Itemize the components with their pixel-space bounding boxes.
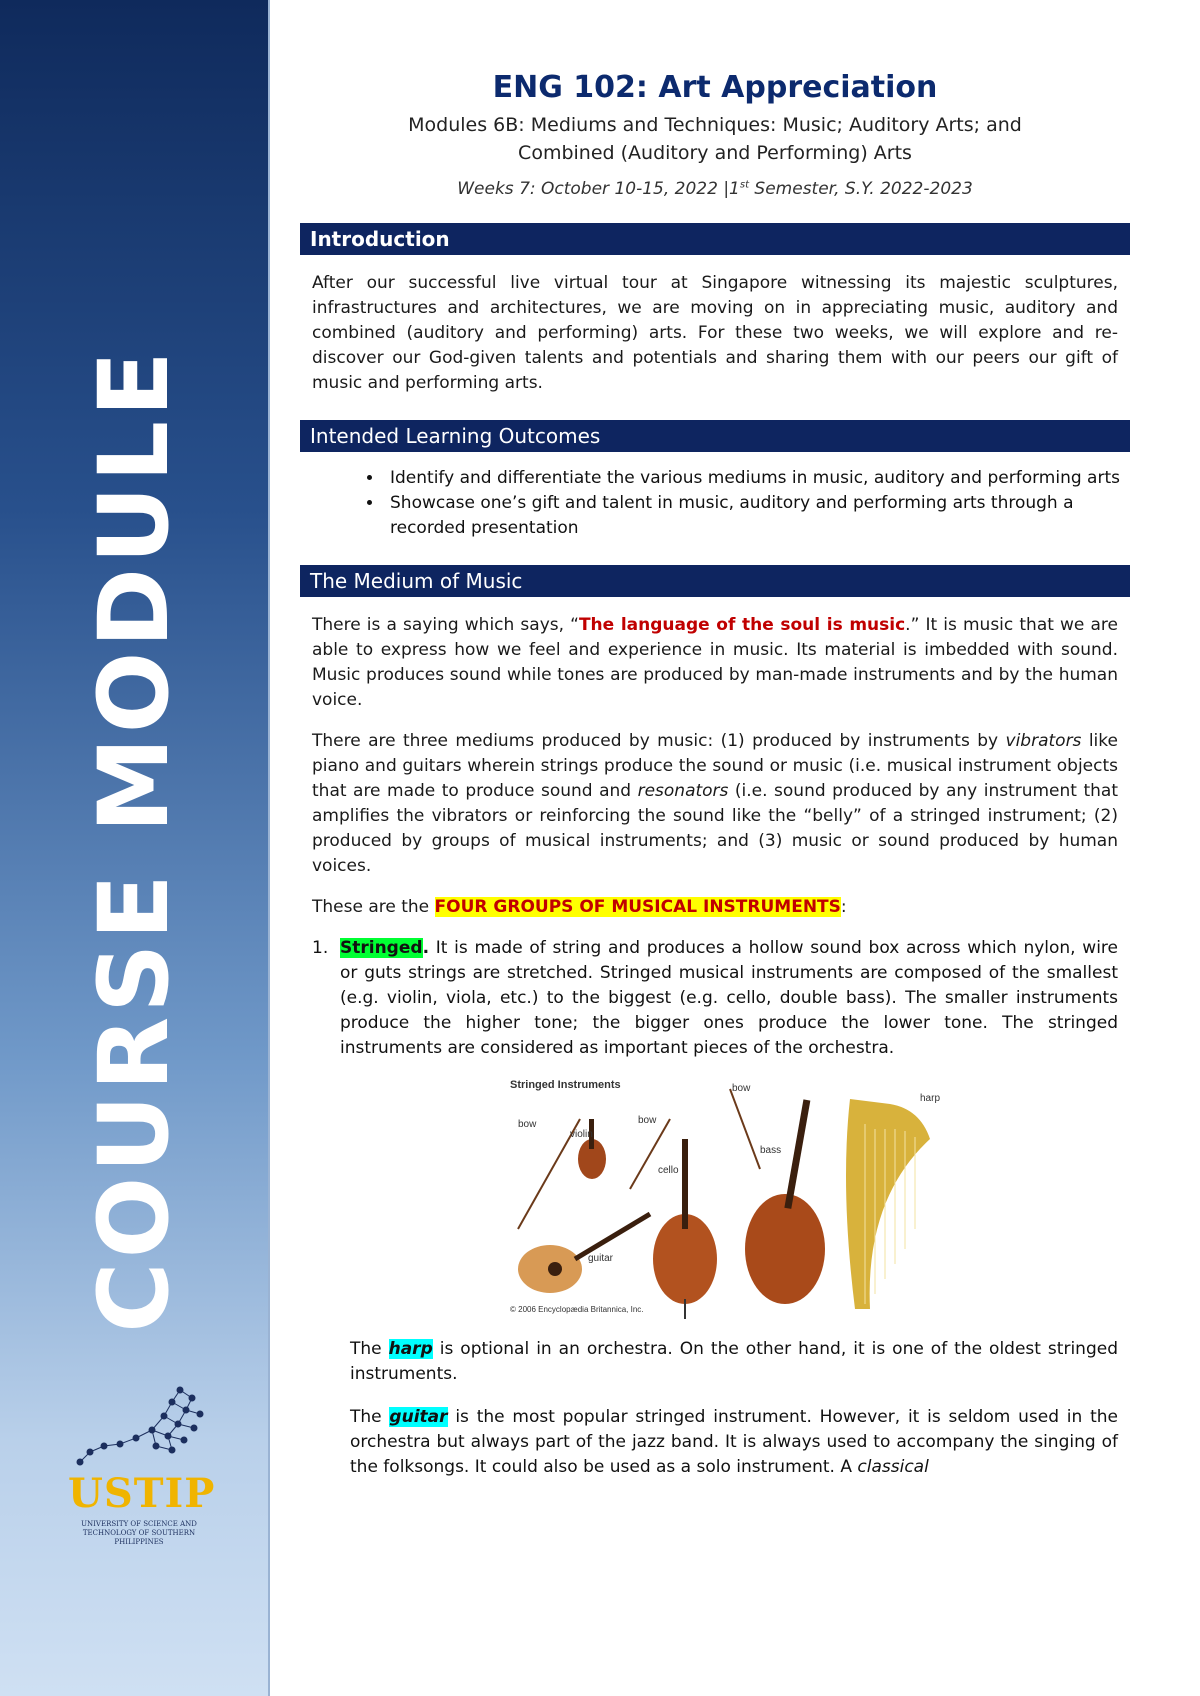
figure-label-bass: bass bbox=[760, 1145, 782, 1156]
harp-highlight: harp bbox=[388, 1339, 433, 1359]
figure-label-bow: bow bbox=[732, 1083, 751, 1094]
figure-label-bow: bow bbox=[518, 1119, 537, 1130]
music-paragraph-1 bbox=[312, 613, 1118, 713]
text-run: There are three mediums produced by music: (1) produced by instruments by bbox=[312, 731, 1006, 751]
harp-shape bbox=[846, 1099, 930, 1309]
text-run: (i.e. sound produced by any instrument that amplifies the vibrators or reinforcing the sound like the “belly” of a stringed instrument; (2) produced by groups of musical instruments; and (3) music or sound produced by human voices. bbox=[312, 781, 1118, 876]
figure-credit: © 2006 Encyclopædia Britannica, Inc. bbox=[510, 1305, 644, 1314]
main-content bbox=[300, 70, 1130, 1480]
weeks-text: Weeks 7: October 10-15, 2022 |1 bbox=[457, 179, 740, 199]
text-run: .” It is music that we are able to express how we feel and experience in music. Its material is imbedded with sound. Music produces sound while tones are produced by man-made instruments and by the human voice. bbox=[312, 615, 1118, 710]
section-outcomes-heading: Intended Learning Outcomes bbox=[300, 420, 1130, 452]
list-body bbox=[340, 936, 1118, 1061]
logo-subtitle: UNIVERSITY OF SCIENCE AND TECHNOLOGY OF SOUTHERN PHILIPPINES bbox=[81, 1520, 197, 1546]
sidebar-panel bbox=[0, 0, 270, 1696]
figure-label-cello: cello bbox=[658, 1165, 679, 1176]
figure-title: Stringed Instruments bbox=[510, 1079, 621, 1091]
weeks-text-end: Semester, S.Y. 2022-2023 bbox=[749, 179, 973, 199]
music-paragraph-3 bbox=[312, 895, 1118, 920]
guitar-paragraph bbox=[350, 1405, 1118, 1480]
stringed-list-item bbox=[312, 936, 1118, 1061]
university-logo bbox=[60, 1380, 220, 1560]
schedule-line bbox=[300, 179, 1130, 199]
figure-label-guitar: guitar bbox=[588, 1253, 614, 1264]
text-run: is optional in an orchestra. On the other hand, it is one of the oldest stringed instruments. bbox=[350, 1339, 1118, 1384]
term-resonators: resonators bbox=[637, 781, 729, 801]
list-number: 1. bbox=[312, 938, 329, 958]
figure-label-harp: harp bbox=[920, 1093, 941, 1104]
text-run: is the most popular stringed instrument. However, it is seldom used in the orchestra but always part of the jazz band. It is always used to accompany the singing of the folksongs. It could also be used as a solo instrument. A bbox=[350, 1407, 1118, 1477]
sidebar-title: COURSE MODULE bbox=[78, 347, 190, 1333]
list-item: • Identify and differentiate the various mediums in music, auditory and performing arts bbox=[384, 466, 1130, 491]
logo-wordmark: USTIP bbox=[68, 1470, 216, 1517]
list-item: • Showcase one’s gift and talent in music, auditory and performing arts through a recorded presentation bbox=[384, 491, 1130, 541]
module-subtitle bbox=[300, 111, 1130, 167]
text-run: classical bbox=[857, 1457, 929, 1477]
section-music-heading: The Medium of Music bbox=[300, 565, 1130, 597]
text-run: The bbox=[350, 1407, 390, 1427]
text-run: It is made of string and produces a hollow sound box across which nylon, wire or guts strings are stretched. Stringed musical instruments are composed of the smallest (e.g. violin, viola, etc.) to the biggest (e.g. cello, double bass). The smaller instruments produce the higher tone; the bigger ones produce the lower tone. The stringed instruments are considered as important pieces of the orchestra. bbox=[340, 938, 1118, 1058]
quote-highlight: The language of the soul is music bbox=[578, 615, 906, 635]
text-run: These are the bbox=[312, 897, 435, 917]
text-run: like piano and guitars wherein strings produce the sound or music (i.e. musical instrument objects that are made to produce sound and bbox=[312, 731, 1118, 801]
text-run: . bbox=[422, 938, 430, 958]
stringed-instruments-illustration bbox=[510, 1079, 980, 1319]
harp-paragraph bbox=[350, 1337, 1118, 1387]
text-run: : bbox=[840, 897, 847, 917]
introduction-paragraph: After our successful live virtual tour at Singapore witnessing its majestic sculptures, infrastructures and architectures, we are moving on in appreciating music, auditory and combined (auditory and performing) arts. For these two weeks, we will explore and re-discover our God-given talents and potentials and sharing them with our peers our gift of music and performing arts. bbox=[312, 273, 1118, 393]
stringed-highlight: Stringed bbox=[340, 938, 423, 958]
guitar-highlight: guitar bbox=[389, 1407, 448, 1427]
course-title: ENG 102: Art Appreciation bbox=[492, 70, 938, 105]
outcomes-list bbox=[300, 466, 1130, 541]
logo-network-icon bbox=[60, 1380, 220, 1480]
music-paragraph-2 bbox=[312, 729, 1118, 879]
bass-shape bbox=[745, 1194, 825, 1304]
section-introduction-heading: Introduction bbox=[300, 223, 1130, 255]
stringed-instruments-figure bbox=[510, 1079, 980, 1319]
figure-label-violin: violin bbox=[570, 1129, 593, 1140]
text-run: There is a saying which says, “ bbox=[312, 615, 579, 635]
four-groups-highlight: FOUR GROUPS OF MUSICAL INSTRUMENTS bbox=[434, 897, 841, 917]
term-vibrators: vibrators bbox=[1005, 731, 1082, 751]
text-run: The bbox=[350, 1339, 389, 1359]
subtitle-line-2: Combined (Auditory and Performing) Arts bbox=[518, 142, 912, 164]
figure-label-bow: bow bbox=[638, 1115, 657, 1126]
subtitle-line-1: Modules 6B: Mediums and Techniques: Music; Auditory Arts; and bbox=[408, 114, 1022, 136]
weeks-sup: st bbox=[739, 179, 750, 191]
